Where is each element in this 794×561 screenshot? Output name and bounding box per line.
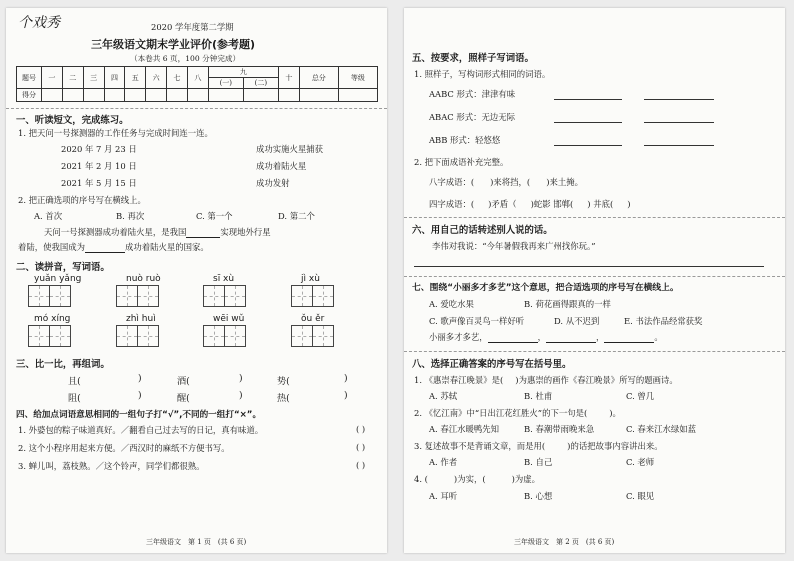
s7-comma: ， (596, 332, 605, 342)
answer-line[interactable] (554, 145, 622, 146)
score-cell[interactable] (243, 89, 278, 102)
task-item[interactable]: 成功着陆火星 (256, 161, 307, 171)
answer-blank[interactable] (488, 333, 538, 343)
exam-page-2 (404, 8, 785, 553)
idiom-text: )矛盾（ (488, 199, 517, 209)
passage-text: 着陆，使我国成为 (18, 242, 85, 252)
s1-question-1: 1. 把天问一号探测器的工作任务与完成时间连一连。 (18, 128, 213, 138)
score-cell[interactable] (125, 89, 146, 102)
score-header: 二 (62, 67, 83, 89)
option-b: B. 再次 (116, 211, 145, 221)
answer-paren[interactable]: ( ) (356, 460, 366, 470)
score-subheader: (二) (254, 79, 268, 87)
score-header: 三 (83, 67, 104, 89)
s8-option: B. 心想 (524, 491, 553, 501)
score-table (16, 66, 378, 102)
judge-item: 2. 这个小程序用起来方便。／西汉时的麻纸不方便书写。 (18, 443, 230, 453)
score-cell[interactable] (146, 89, 167, 102)
task-item[interactable]: 成功实施火星捕获 (256, 144, 323, 154)
writing-grid[interactable] (28, 285, 70, 307)
s7-comma: ， (537, 332, 546, 342)
writing-grid[interactable] (291, 325, 333, 347)
score-header: 一 (42, 67, 63, 89)
s7-option: E. 书法作品经常获奖 (624, 316, 703, 326)
score-header: 六 (146, 67, 167, 89)
writing-grid[interactable] (291, 285, 333, 307)
s8-option: A. 作者 (429, 457, 458, 467)
s7-sentence (429, 331, 663, 343)
section-7-title: 七、围绕“小丽多才多艺”这个意思，把合适选项的序号写在横线上。 (412, 283, 679, 293)
score-cell[interactable] (83, 89, 104, 102)
s8-question-2 (414, 407, 621, 419)
judge-item: 1. 外婆包的粽子味道真好。／翻看自己过去写的日记，真有味道。 (18, 425, 264, 435)
section-1-title: 一、听读短文，完成练习。 (16, 115, 129, 126)
paren-close: ) (138, 373, 142, 384)
s8-question-1 (414, 374, 678, 386)
option-c: C. 第一个 (196, 211, 233, 221)
page-footer: 三年级语文 第 1 页 (共 6 页) (146, 538, 247, 546)
idiom-label: 四字成语：( (429, 199, 475, 209)
s7-option: B. 荷花画得跟真的一样 (524, 299, 611, 309)
writing-grid[interactable] (116, 325, 158, 347)
answer-blank[interactable] (546, 333, 596, 343)
s7-option: A. 爱吃水果 (429, 299, 474, 309)
word-form: ABAC 形式：无边无际 (429, 112, 515, 122)
s8-option: A. 耳听 (429, 491, 458, 501)
pinyin-label: yuǎn yǎng (34, 274, 82, 284)
section-2-title: 二、读拼音，写词语。 (16, 262, 110, 273)
section-5-title: 五、按要求，照样子写词语。 (412, 53, 534, 64)
score-header: 九 (239, 68, 247, 76)
score-header: 八 (187, 67, 208, 89)
score-header: 十 (278, 67, 299, 89)
answer-line[interactable] (644, 99, 714, 100)
s8-option: C. 春来江水绿如蓝 (626, 424, 697, 434)
score-header: 五 (125, 67, 146, 89)
exam-page-1 (6, 8, 387, 553)
exam-subtitle: （本卷共 6 页，100 分钟完成） (130, 54, 241, 63)
option-d: D. 第二个 (278, 211, 315, 221)
compare-char: 热( (277, 393, 290, 404)
writing-grid[interactable] (203, 325, 245, 347)
s1-question-2: 2. 把正确选项的序号写在横线上。 (18, 195, 146, 205)
divider (6, 108, 387, 109)
passage-text: 成功着陆火星的国家。 (125, 242, 209, 252)
judge-item: 3. 蝉儿叫，荔枝熟。／这个铃声，同学们都很熟。 (18, 461, 205, 471)
section-4-title: 四、给加点词语意思相同的一组句子打“√”,不同的一组打“×”。 (16, 410, 262, 420)
divider (404, 217, 785, 218)
divider (404, 351, 785, 352)
passage-text: 天问一号探测器成功着陆火星，是我国 (44, 227, 187, 237)
idiom-four (429, 198, 631, 210)
writing-grid[interactable] (116, 285, 158, 307)
compare-char: 且( (68, 376, 81, 387)
score-header: 四 (104, 67, 125, 89)
paren-close: ) (239, 373, 243, 384)
answer-line[interactable] (554, 122, 622, 123)
q-text: 3. 复述故事不是背诵文章，而是用( (414, 441, 546, 451)
handwritten-signature: 个戏秀 (18, 15, 60, 31)
paren-close: ) (344, 373, 348, 384)
score-header-nine (208, 67, 278, 89)
score-cell[interactable] (299, 89, 338, 102)
word-form: AABC 形式：津津有味 (429, 89, 516, 99)
answer-paren[interactable]: ( ) (356, 424, 366, 434)
page-footer: 三年级语文 第 2 页 (共 6 页) (514, 538, 615, 546)
idiom-eight (429, 176, 583, 188)
answer-blank[interactable] (85, 243, 125, 253)
q-text: 1. 《惠崇春江晚景》是( (414, 375, 504, 385)
answer-blank[interactable] (604, 333, 654, 343)
passage-line-1 (44, 226, 271, 238)
idiom-text: ) (627, 199, 631, 209)
q-text: )为实，( (453, 474, 486, 484)
idiom-text: )来土掩。 (546, 177, 583, 187)
writing-grid[interactable] (28, 325, 70, 347)
paren-close: ) (344, 390, 348, 401)
s8-option: B. 自己 (524, 457, 553, 467)
score-header: 等级 (338, 67, 377, 89)
option-a: A. 首次 (34, 211, 63, 221)
answer-paren[interactable]: ( ) (356, 442, 366, 452)
word-form: ABB 形式：轻悠悠 (429, 135, 501, 145)
score-cell[interactable] (42, 89, 63, 102)
q-text: )为虚。 (511, 474, 540, 484)
q-text: 2. 《忆江南》中“日出江花红胜火”的下一句是( (414, 408, 588, 418)
section-6-title: 六、用自己的话转述别人说的话。 (412, 225, 553, 236)
q-text: 4. ( (414, 474, 428, 484)
answer-line[interactable] (644, 145, 714, 146)
section-3-title: 三、比一比，再组词。 (16, 359, 110, 370)
s7-end: 。 (654, 332, 663, 342)
compare-char: 势( (277, 376, 290, 387)
quote-text: 李伟对我说：“今年暑假我再来广州找你玩。” (432, 241, 596, 251)
pinyin-label: jì xù (301, 274, 320, 284)
paren-close: ) (239, 390, 243, 401)
page-title: 三年级语文期末学业评价(参考题) (91, 38, 256, 51)
score-cell[interactable] (338, 89, 377, 102)
pinyin-label: sī xù (213, 274, 235, 284)
s8-option: B. 春潮带雨晚来急 (524, 424, 595, 434)
s8-option: A. 春江水暖鸭先知 (429, 424, 499, 434)
idiom-label: 八字成语：( (429, 177, 475, 187)
s8-option: C. 老师 (626, 457, 655, 467)
q-text: )。 (609, 408, 621, 418)
pinyin-label: ǒu ěr (301, 314, 325, 324)
s7-option: D. 从不迟到 (554, 316, 600, 326)
passage-line-2 (18, 241, 209, 253)
score-cell[interactable] (62, 89, 83, 102)
s8-question-4 (414, 473, 540, 485)
school-year: 2020 学年度第二学期 (151, 22, 234, 32)
pinyin-label: mó xíng (34, 314, 71, 324)
task-item[interactable]: 成功发射 (256, 178, 290, 188)
q-text: )为惠崇的画作《春江晚景》所写的题画诗。 (515, 375, 678, 385)
idiom-text: )来将挡，( (490, 177, 531, 187)
score-header: 七 (167, 67, 188, 89)
pinyin-label: wēi wǔ (213, 314, 245, 324)
s8-option: C. 眼见 (626, 491, 655, 501)
pinyin-label: zhì huì (126, 314, 156, 324)
score-cell[interactable] (167, 89, 188, 102)
s5-question-1: 1. 照样子，写构词形式相同的词语。 (414, 69, 551, 79)
idiom-text: ) 井底( (587, 199, 614, 209)
passage-text: 实现地外行星 (220, 227, 271, 237)
s8-option: C. 曾几 (626, 391, 655, 401)
score-header: 题号 (17, 67, 42, 89)
answer-blank[interactable] (186, 228, 220, 238)
s5-question-2: 2. 把下面成语补充完整。 (414, 157, 509, 167)
section-8-title: 八、选择正确答案的序号写在括号里。 (412, 359, 572, 370)
date-item[interactable]: 2020 年 7 月 23 日 (61, 144, 137, 154)
date-item[interactable]: 2021 年 5 月 15 日 (61, 178, 137, 188)
compare-char: 醒( (177, 393, 190, 404)
idiom-text: )蛇影 邯郸( (530, 199, 574, 209)
divider (404, 276, 785, 277)
s8-option: A. 苏轼 (429, 391, 458, 401)
answer-line[interactable] (554, 99, 622, 100)
answer-line[interactable] (414, 266, 764, 267)
writing-grid[interactable] (203, 285, 245, 307)
score-cell[interactable] (187, 89, 208, 102)
score-subheader: (一) (209, 78, 244, 88)
answer-line[interactable] (644, 122, 714, 123)
s7-option: C. 歌声像百灵鸟一样好听 (429, 316, 525, 326)
s7-lead: 小丽多才多艺， (429, 332, 488, 342)
score-cell[interactable] (208, 89, 243, 102)
date-item[interactable]: 2021 年 2 月 10 日 (61, 161, 137, 171)
pinyin-label: nuò ruò (126, 274, 161, 284)
paren-close: ) (138, 390, 142, 401)
compare-char: 酒( (177, 376, 190, 387)
s8-option: B. 杜甫 (524, 391, 553, 401)
q-text: )的话把故事内容讲出来。 (567, 441, 663, 451)
score-row-label: 得分 (17, 89, 42, 102)
score-cell[interactable] (278, 89, 299, 102)
score-header: 总分 (299, 67, 338, 89)
score-cell[interactable] (104, 89, 125, 102)
compare-char: 阻( (68, 393, 81, 404)
s8-question-3 (414, 440, 663, 452)
